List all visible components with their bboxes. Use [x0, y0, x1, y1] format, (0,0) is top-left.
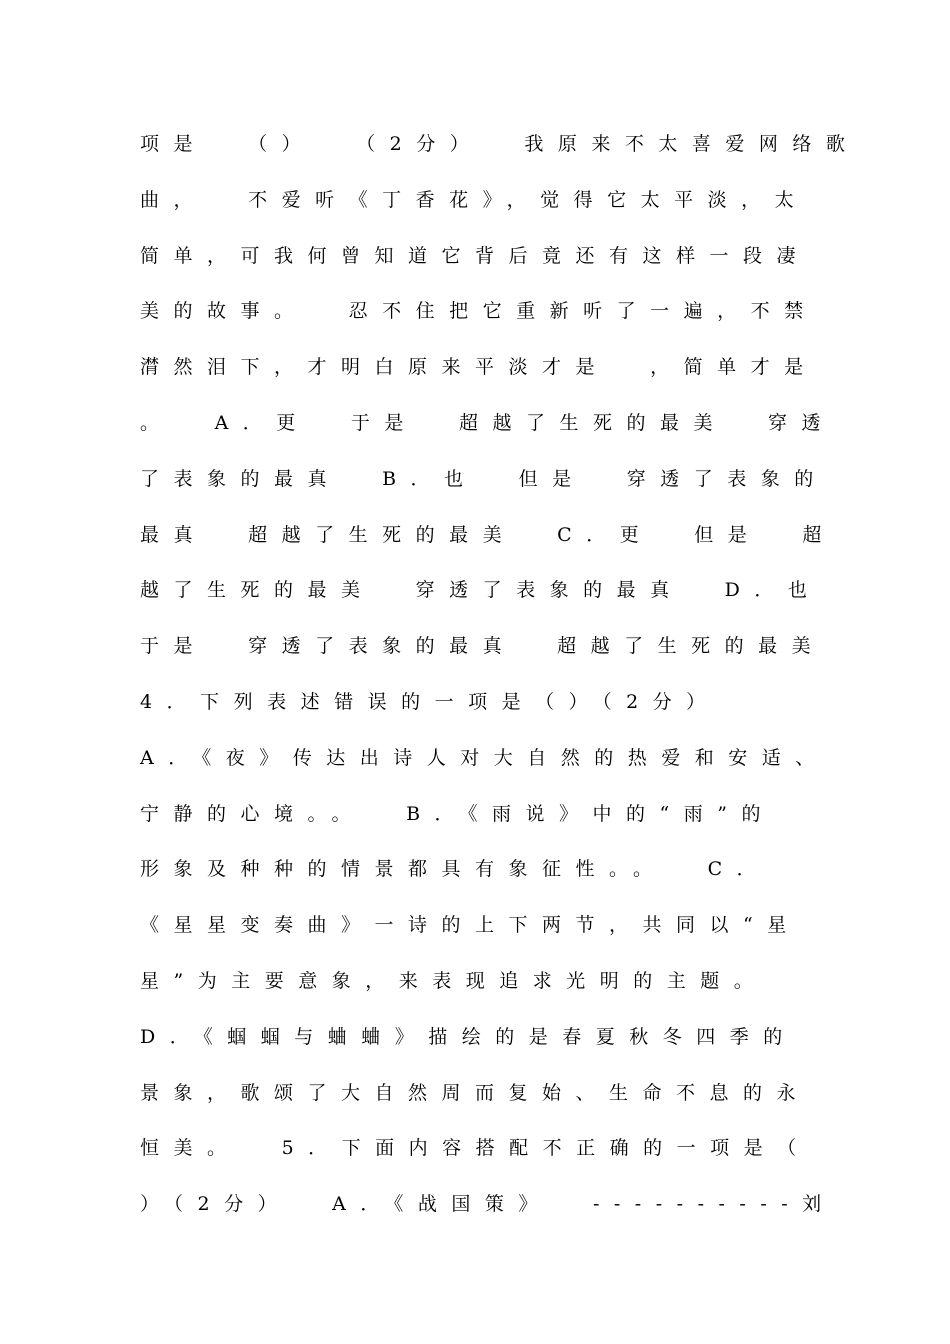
text-line-5: 潸然泪下，才明白原来平淡才是 ，简单才是 [140, 356, 818, 379]
option-a-line: A．《夜》传达出诗人对大自然的热爱和安适、 [140, 746, 829, 769]
text-line-20: ）（2分） A．《战国策》 ----------刘 [140, 1193, 836, 1216]
text-line-2: 曲， 不爱听《丁香花》，觉得它太平淡，太 [140, 188, 809, 211]
option-d-line: D．《蝈蝈与蛐蛐》描绘的是春夏秋冬四季的 [140, 1025, 797, 1048]
text-line-1: 项是 （） （2分） 我原来不太喜爱网络歌 [140, 133, 860, 155]
text-line-13: 宁静的心境。。 B．《雨说》中的“雨”的 [140, 802, 775, 825]
question-5-line: 恒美。 5．下面内容搭配不正确的一项是（ [140, 1137, 811, 1160]
text-line-16: 星”为主要意象，来表现追求光明的主题。 [140, 969, 768, 992]
text-line-6: 。 A．更 于是 超越了生死的最美 穿透 [140, 411, 836, 434]
text-line-15: 《星星变奏曲》一诗的上下两节，共同以“星 [140, 914, 801, 937]
text-line-18: 景象，歌颂了大自然周而复始、生命不息的永 [140, 1081, 811, 1104]
text-line-3: 简单，可我何曾知道它背后竟还有这样一段凄 [140, 244, 811, 267]
text-line-8: 最真 超越了生死的最美 C．更 但是 超 [140, 523, 836, 546]
text-line-10: 于是 穿透了表象的最真 超越了生死的最美 [140, 635, 826, 658]
question-4-line: 4．下列表述错误的一项是（）（2分） [140, 690, 720, 713]
text-line-14: 形象及种种的情景都具有象征性。。 C． [140, 858, 771, 881]
text-line-9: 越了生死的最美 穿透了表象的最真 D．也 [140, 579, 822, 602]
text-line-4: 美的故事。 忍不住把它重新听了一遍，不禁 [140, 300, 818, 323]
body-text [140, 126, 860, 1242]
text-line-7: 了表象的最真 B．也 但是 穿透了表象的 [140, 467, 828, 490]
